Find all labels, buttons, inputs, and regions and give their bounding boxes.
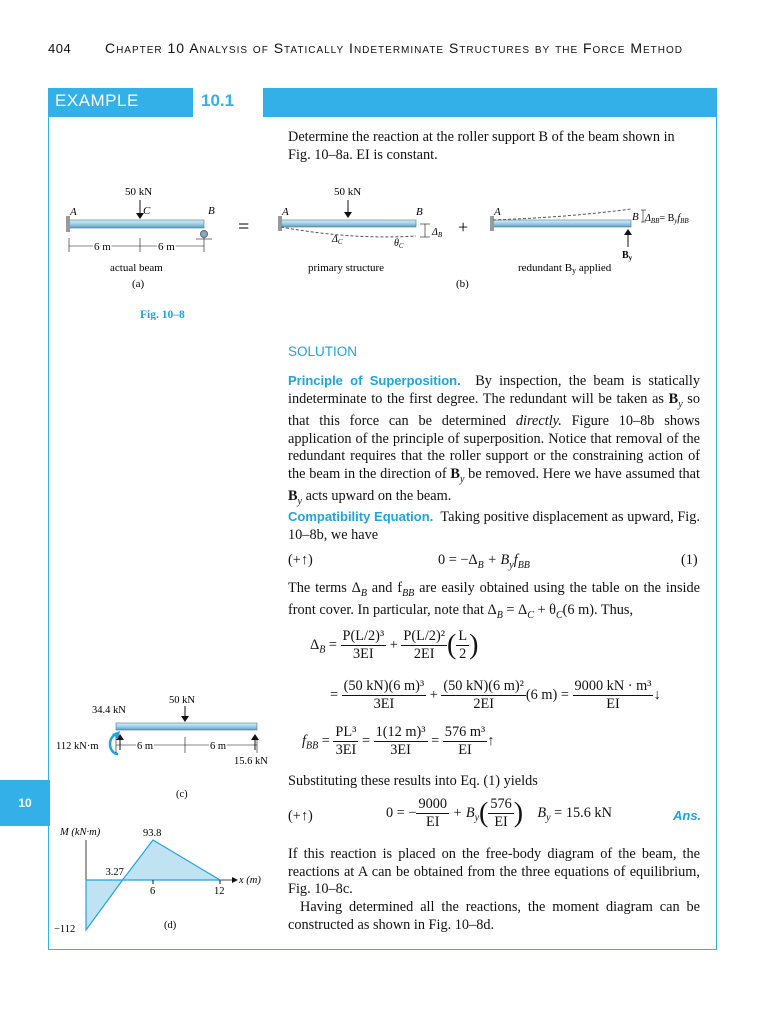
svg-text:B: B	[416, 206, 423, 218]
equation-delta-b: $\Delta_B$ = $\frac{\text{P(L/2)³}}{3EI}$ + $\frac{\text{P(L/2)²}}{2EI}$ ( $\frac{L}{2}$ )	[310, 628, 479, 662]
a-caption: actual beam	[110, 262, 163, 274]
equation-delta-b-numeric: = $\frac{\text{(50 kN)(6 m)³}}{3EI}$ + $\frac{\text{(50 kN)(6 m)²}}{2EI}$ (6 m) = $\frac{\text{9000 kN · m³}}{EI}$ ↓	[330, 678, 661, 712]
paragraph-substituting: Substituting these results into Eq. (1) yields	[288, 773, 538, 789]
running-title: Chapter 10 Analysis of Statically Indeterminate Structures by the Force Method	[104, 40, 683, 56]
moment-label-0: −112	[54, 924, 76, 934]
moment-label-2: 93.8	[143, 828, 162, 839]
svg-text:6 m: 6 m	[210, 741, 227, 752]
figure-10-8-ab	[52, 180, 717, 320]
svg-text:34.4 kN: 34.4 kN	[92, 705, 126, 716]
a-span1: 6 m	[94, 241, 111, 253]
equals-sign: =	[238, 216, 250, 238]
equation-result: (+↑) 0 = − $\frac{9000}{EI}$ + $B_y$( $\frac{576}{EI}$ ) $B_y = 15.6$ kN Ans.	[288, 796, 702, 830]
moment-label-1: 3.27	[105, 867, 124, 878]
running-header	[48, 40, 683, 57]
paragraph-moment-diagram: Having determined all the reactions, the moment diagram can be constructed as shown in Fig. 10–8d.	[288, 899, 700, 933]
svg-text:redundant By applied: redundant By applied	[518, 262, 612, 275]
b-tag: (b)	[456, 278, 469, 290]
paragraph-compatibility: Compatibility Equation. Taking positive displacement as upward, Fig. 10–8b, we have	[288, 509, 701, 543]
equation-1: (+↑) $0 = -\Delta_B + B_yf_{BB}$ (1)	[288, 552, 698, 571]
svg-text:15.6 kN: 15.6 kN	[234, 756, 268, 767]
svg-text:M (kN·m)	[59, 827, 101, 838]
paragraph-terms: The terms $\Delta_B$ and $f_{BB}$ are easily obtained using the table on the inside front cover. In particular, note that $\Delta_B = \Delta_C + \theta_C(6$ m). Thus,	[288, 580, 700, 622]
paragraph-free-body: If this reaction is placed on the free-body diagram of the beam, the reactions at A can be obtained from the three equations of equilibrium, Fig. 10–8c.	[288, 846, 700, 898]
figure-10-8-c	[52, 690, 282, 800]
b-primary-caption: primary structure	[308, 262, 385, 274]
a-label-A: A	[70, 206, 77, 218]
svg-text:ΔB: $\Delta_B$	[432, 227, 443, 239]
redundant-figure	[490, 206, 689, 275]
compatibility-heading: Compatibility Equation.	[288, 509, 434, 524]
svg-text:(c): (c)	[176, 789, 188, 800]
figure-caption: Fig. 10–8	[140, 309, 185, 320]
svg-text:50 kN: 50 kN	[334, 186, 362, 198]
solution-heading: SOLUTION	[288, 344, 358, 359]
d-ylabel: M (kN·m)	[60, 827, 101, 838]
svg-text:112 kN·m: 112 kN·m	[56, 741, 99, 752]
svg-text:By: $B_y$	[622, 250, 633, 262]
paragraph-superposition: Principle of Superposition. By inspection, the beam is statically indeterminate to the first degree. The redundant will be taken as $B_y$ so that this force can be determined directly. Figure 10–8b shows application of the principle of superposition. Notice that removal of the redundant requires that the roller support or the constraining action of the beam in the direction of $B_y$ be removed. Here we have assumed that $B_y$ acts upward on the beam.	[288, 373, 701, 508]
svg-text:6 m: 6 m	[137, 741, 154, 752]
a-span2: 6 m	[158, 241, 175, 253]
primary-structure-figure	[278, 186, 443, 274]
example-label: EXAMPLE	[55, 91, 139, 110]
superposition-heading: Principle of Superposition.	[288, 373, 461, 388]
a-label-C: C	[143, 205, 151, 217]
moment-diagram	[52, 822, 272, 934]
moment-area	[86, 840, 220, 930]
d-xlabel: x (m)	[239, 875, 261, 886]
x-tick-label-0: 6	[150, 886, 156, 897]
a-load-label: 50 kN	[125, 186, 153, 198]
svg-text:A: A	[282, 206, 289, 218]
x-tick-label-1: 12	[214, 886, 225, 897]
actual-beam-figure	[66, 186, 215, 290]
a-label-B: B	[208, 205, 215, 217]
a-tag: (a)	[132, 278, 145, 290]
svg-text:50 kN: 50 kN	[169, 695, 195, 706]
equation-fbb: $f_{BB}$ = $\frac{\text{PL³}}{3EI}$ = $\frac{\text{1(12 m)³}}{3EI}$ = $\frac{\text{576 m³}}{EI}$ ↑	[302, 724, 495, 758]
d-tag: (d)	[164, 920, 177, 931]
svg-text:ΔBB= ByfBB: $\Delta_{BB}= B_yf_{BB}$	[645, 213, 689, 225]
svg-text:A: A	[494, 206, 501, 218]
example-banner	[48, 88, 717, 117]
svg-text:B: B	[632, 211, 639, 223]
svg-text:ΔC: $\Delta_C$	[332, 234, 343, 246]
problem-statement: Determine the reaction at the roller support B of the beam shown in Fig. 10–8a. EI is constant.	[288, 129, 675, 163]
chapter-side-tab: 10	[0, 780, 50, 826]
svg-text:θC: $\theta_C$	[394, 238, 404, 250]
page-number: 404	[48, 41, 72, 56]
answer-label: Ans.	[673, 808, 702, 823]
plus-sign: +	[458, 217, 469, 237]
example-number: 10.1	[201, 91, 235, 110]
